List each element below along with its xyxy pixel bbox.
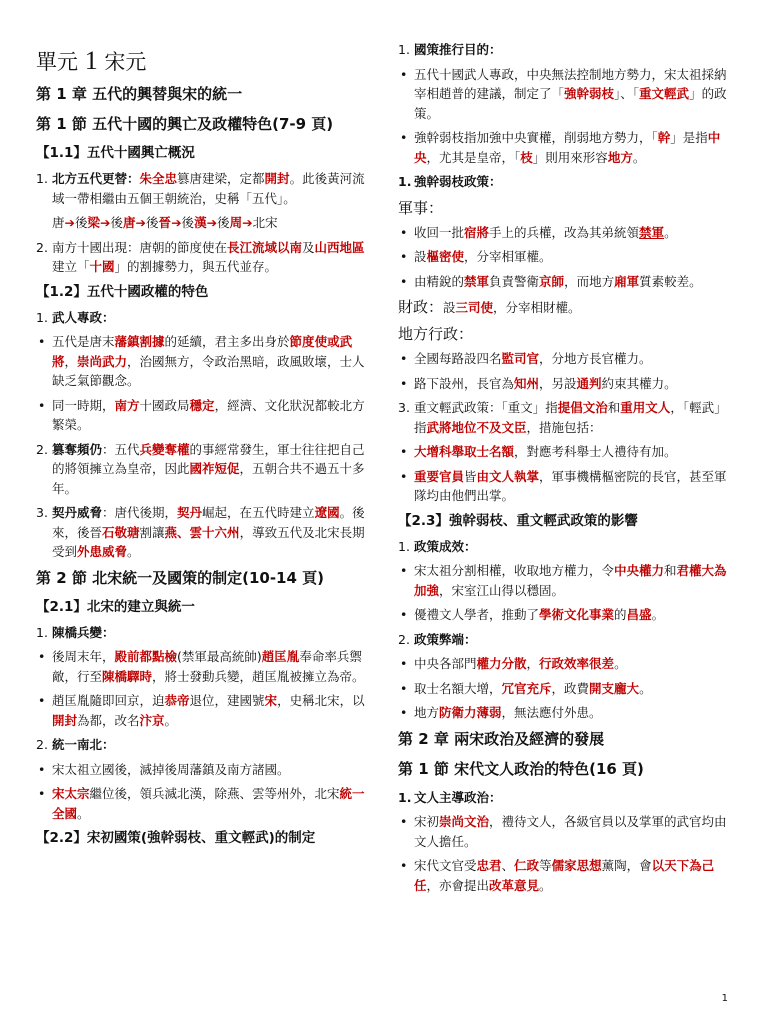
item-heading: 篡奪頻仍: [52, 441, 103, 457]
text: ，宋室江山得以穩固。: [439, 582, 565, 598]
bullet-item: [398, 65, 738, 124]
section-heading: 第 1 節 宋代文人政治的特色(16 頁): [398, 759, 644, 778]
text: 和: [664, 563, 677, 578]
text: 、: [501, 858, 515, 873]
highlight: 穩定: [189, 397, 215, 413]
item-number: 1.: [36, 171, 48, 186]
dynasty: 唐: [52, 215, 65, 230]
text: ，軍事機構樞密院的長官，甚至軍隊均由他們出掌。: [414, 468, 727, 503]
text: ，亦會提出: [426, 877, 490, 893]
highlight: 知州: [514, 375, 540, 391]
category-label: 地方行政：: [398, 325, 474, 343]
text: ，尤其是皇帝，「: [426, 149, 521, 165]
highlight: 崇尚文治: [439, 814, 490, 829]
text: ，導致五代及北宋長期受到: [52, 524, 365, 559]
text: 篡唐建梁，定都: [177, 171, 265, 186]
highlight: 武將: [52, 334, 353, 369]
numbered-item: [36, 735, 372, 755]
text: 崛起，在五代時建立: [202, 505, 315, 520]
subsection-heading: 【1.1】五代十國興亡概況: [36, 145, 195, 161]
text: (禁軍最高統帥): [177, 649, 262, 664]
text: ，史稱北宋，以: [277, 693, 365, 708]
highlight: 樞密使: [426, 249, 465, 264]
text: 皆: [464, 468, 477, 484]
text: ：唐代後期，: [102, 505, 178, 520]
item-number: 1.: [36, 309, 48, 325]
bullet-item: [398, 247, 738, 267]
text: 約束其權力。: [601, 375, 677, 391]
dynasty: 周: [229, 215, 243, 230]
numbered-item: [398, 172, 738, 192]
highlight: 宿將: [464, 224, 490, 240]
dynasty: 北宋: [252, 215, 278, 230]
arrow-icon: ➔: [64, 215, 75, 230]
bullet-item: [398, 467, 738, 506]
highlight: 武將地位不及文臣: [426, 419, 527, 435]
bullet-icon: •: [400, 563, 408, 578]
highlight: 防衛力薄弱: [439, 705, 502, 720]
text: 中央各部門: [414, 656, 477, 671]
text: 為都，改名: [77, 712, 140, 728]
arrow-icon: ➔: [206, 215, 218, 230]
left-column: [36, 40, 372, 854]
text: 取士名額大增，: [414, 680, 502, 696]
text: 五代是唐末: [52, 334, 115, 349]
text: 宋太祖分割相權，收取地方權力，令: [414, 563, 615, 578]
bullet-item: [398, 272, 738, 292]
text: 退位，建國號: [189, 693, 265, 708]
text: 割讓: [139, 524, 165, 540]
subsection-heading: 【2.3】強幹弱枝、重文輕武政策的影響: [398, 512, 638, 529]
bullet-icon: •: [400, 130, 408, 145]
bullet-icon: •: [38, 649, 46, 664]
numbered-item: [36, 308, 372, 328]
text: 。: [164, 712, 178, 728]
text: 繼位後，領兵滅北漢，除燕、雲等州外，北宋: [89, 786, 340, 801]
highlight: 儒家思想: [551, 858, 602, 873]
text: ，政費: [551, 680, 590, 696]
text: 南方十國出現：唐朝的節度使在: [52, 239, 228, 255]
text: 。: [639, 680, 652, 696]
text: 同一時期，: [52, 397, 115, 413]
text: 奉命率兵禦敵，行至: [52, 649, 362, 684]
text: 。: [651, 607, 665, 622]
text: 五代十國武人專政，中央無法控制地方勢力，宋太祖採納宰相趙普的建議，制定了「: [414, 66, 727, 101]
highlight: 長江流域以南: [227, 239, 303, 255]
highlight: 恭帝: [164, 693, 190, 708]
highlight: 開封: [264, 171, 290, 186]
text: ，治國無方，令政治黑暗，政風敗壞，士人缺乏氣節觀念。: [52, 353, 365, 388]
bullet-item: [36, 396, 372, 435]
bullet-item: [36, 760, 372, 780]
item-heading: 政策弊端：: [414, 631, 477, 647]
highlight: 強幹弱枝: [564, 86, 615, 101]
unit-title: [36, 46, 372, 77]
highlight: 石敬瑭: [102, 524, 140, 540]
item-heading: 統一南北：: [52, 737, 115, 752]
highlight: 行政效率很差: [539, 656, 615, 671]
highlight: 重文輕武: [639, 86, 690, 101]
bullet-icon: •: [400, 680, 408, 696]
numbered-item: [398, 40, 738, 60]
item-number: 2.: [36, 441, 48, 457]
highlight: 以天下為己任: [414, 858, 715, 893]
bullet-icon: •: [400, 656, 408, 671]
item-number: 2.: [36, 239, 48, 255]
highlight: 開支龐大: [589, 680, 640, 696]
section-heading: 第 2 節 北宋統一及國策的制定(10-14 頁): [36, 568, 325, 587]
highlight: 使或: [314, 334, 340, 349]
text: 趙匡胤隨即回京，迫: [52, 693, 165, 708]
text: ：五代: [102, 441, 140, 457]
numbered-item: [398, 788, 738, 808]
numbered-item: [398, 630, 738, 650]
category-name: 財政：: [398, 298, 444, 316]
bullet-item: [398, 856, 738, 895]
text: 。: [77, 805, 90, 821]
bullet-icon: •: [400, 375, 408, 391]
bullet-item: [398, 654, 738, 674]
arrow-icon: ➔: [242, 215, 253, 230]
bullet-icon: •: [38, 397, 46, 413]
highlight: 十國: [89, 259, 115, 274]
highlight: 開封: [52, 712, 78, 728]
chapter-heading: 第 1 章 五代的興替與宋的統一: [36, 85, 243, 103]
text: ，而地方: [564, 273, 615, 289]
bullet-icon: •: [400, 66, 408, 82]
text: ，分宰相財權。: [493, 300, 581, 315]
text: ，措施包括：: [526, 419, 602, 435]
highlight: 國祚短促: [189, 461, 240, 476]
item-heading: 武人專政：: [52, 309, 115, 325]
bullet-item: [398, 442, 738, 462]
text: 負責警衛: [489, 273, 540, 289]
bullet-icon: •: [400, 249, 408, 264]
text: 建立「: [52, 259, 90, 274]
text: 地方: [414, 705, 440, 720]
arrow-icon: ➔: [100, 215, 111, 230]
bullet-icon: •: [38, 693, 46, 708]
section-heading: 第 1 節 五代十國的興亡及政權特色(7-9 頁): [36, 115, 334, 133]
text: ，「輕武」指: [414, 400, 727, 435]
text: 等: [539, 858, 552, 873]
item-number: 1.: [398, 538, 410, 554]
text: ，禮待文人，各級官員以及掌軍的武官均由文人擔任。: [414, 814, 727, 849]
highlight: 崇尚武力: [77, 353, 128, 369]
text: 」的割據勢力，與五代並存。: [114, 259, 278, 274]
text: 的事經常發生，軍士往往把自己的將領擁立為皇帝，因此: [52, 441, 365, 476]
highlight: 契丹: [177, 505, 203, 520]
text: 」、「: [614, 86, 640, 101]
text: 的延續，君主多出身於: [164, 334, 290, 349]
highlight: 遼國: [314, 505, 340, 520]
category-label: [398, 296, 738, 319]
text: ，無法應付外患。: [501, 705, 602, 720]
dynasty-prefix: 後: [75, 215, 88, 230]
text: 設: [414, 249, 427, 264]
text: 。: [632, 149, 646, 165]
subsection-heading: 【2.1】北宋的建立與統一: [36, 598, 195, 615]
highlight: 提倡文治: [557, 400, 608, 415]
highlight: 燕、雲十六州: [164, 524, 240, 540]
highlight: 宋太宗: [52, 786, 90, 801]
text: 重文輕武政策：「重文」指: [414, 400, 558, 415]
text: 宋太祖立國後，滅掉後周藩鎮及南方諸國。: [52, 761, 290, 777]
unit-prefix: 單元: [36, 50, 78, 74]
text: ，另設: [539, 375, 577, 391]
arrow-icon: ➔: [171, 215, 182, 230]
highlight: 藩鎮割據: [114, 334, 165, 349]
highlight: 中央權力: [614, 563, 665, 578]
numbered-item: [36, 623, 372, 643]
text: 及: [302, 239, 315, 255]
highlight: 監司官: [501, 351, 540, 366]
highlight: 重要官員: [414, 468, 465, 484]
text: ，分宰相軍權。: [464, 249, 552, 264]
item-heading: 政策成效：: [414, 538, 477, 554]
text: 宋初: [414, 814, 440, 829]
highlight: 兵變奪權: [139, 441, 190, 457]
numbered-item: [36, 169, 372, 208]
text: ，分地方長官權力。: [539, 351, 652, 366]
text: 。後來，後晉: [52, 505, 365, 540]
bullet-item: [36, 647, 372, 686]
highlight: 趙匡胤: [261, 649, 300, 664]
bullet-icon: •: [400, 468, 408, 484]
numbered-item: [36, 503, 372, 562]
bullet-item: [398, 679, 738, 699]
dynasty-prefix: 後: [181, 215, 195, 230]
text: 。: [614, 656, 627, 671]
text: 」則用來形容: [532, 149, 608, 165]
bullet-icon: •: [400, 351, 408, 366]
bullet-item: [398, 605, 738, 625]
bullet-item: [398, 703, 738, 723]
chapter-heading: 第 2 章 兩宋政治及經濟的發展: [398, 729, 605, 748]
highlight: 君權大為加強: [414, 563, 727, 598]
bullet-item: [398, 128, 738, 167]
item-number: 3.: [398, 400, 410, 415]
item-heading: 契丹威脅: [52, 505, 103, 520]
text: 手上的兵權，改為其弟統領: [489, 224, 640, 240]
bullet-icon: •: [38, 761, 46, 777]
highlight: 改革意見: [489, 877, 540, 893]
bullet-icon: •: [400, 607, 408, 622]
text: ，經濟、文化狀況都較北方繁榮。: [52, 397, 365, 432]
text: 由精銳的: [414, 273, 465, 289]
item-heading: 北方五代更替：: [52, 171, 140, 186]
highlight: 禁軍: [639, 224, 665, 240]
text: 收回一批: [414, 224, 465, 240]
bullet-item: [36, 784, 372, 823]
bullet-icon: •: [38, 786, 46, 801]
highlight: 中央: [414, 130, 721, 165]
highlight: 汴京: [139, 712, 165, 728]
highlight: 重用文人: [620, 400, 671, 415]
dynasty: 漢: [194, 215, 207, 230]
highlight: 統一全國: [52, 786, 365, 821]
numbered-item: [36, 238, 372, 277]
item-heading: 文人主導政治：: [414, 789, 502, 805]
text: ，: [526, 656, 540, 671]
highlight: 禁軍: [464, 273, 490, 289]
item-heading: 強幹弱枝政策：: [414, 174, 502, 189]
highlight: 大增科舉取士名額: [414, 444, 515, 459]
highlight: 由文人執掌: [476, 468, 540, 484]
text: 後周末年，: [52, 649, 115, 664]
dynasty: 晉: [158, 215, 172, 230]
text: 和: [607, 400, 621, 415]
highlight: 通判: [576, 375, 602, 391]
text: 薰陶，會: [601, 858, 652, 873]
text: 全國每路設四名: [414, 351, 502, 366]
text: 」的政策。: [414, 86, 727, 121]
category-label: 軍事：: [398, 198, 444, 217]
bullet-icon: •: [400, 273, 408, 289]
dynasty-prefix: 後: [217, 215, 230, 230]
highlight: 昌盛: [626, 607, 652, 622]
bullet-icon: •: [400, 705, 408, 720]
bullet-item: [36, 332, 372, 391]
subsection-heading: 【2.2】宋初國策(強幹弱枝、重文輕武)的制定: [36, 830, 316, 846]
item-heading: 陳橋兵變：: [52, 624, 115, 640]
text: 優禮文人學者，推動了: [414, 607, 540, 622]
item-number: 2.: [398, 631, 410, 647]
bullet-icon: •: [400, 858, 408, 873]
bullet-icon: •: [400, 814, 408, 829]
text: 。: [127, 544, 140, 559]
highlight: 仁政: [514, 858, 540, 873]
highlight: 廂軍: [614, 273, 640, 289]
highlight: 權力分散: [476, 656, 527, 671]
highlight: 冗官充斥: [501, 680, 552, 696]
item-number: 3.: [36, 505, 48, 520]
item-number: 1.: [36, 624, 48, 640]
bullet-item: [398, 812, 738, 851]
right-column: [398, 40, 738, 900]
highlight: 枝: [520, 149, 533, 165]
text: 十國政局: [139, 397, 190, 413]
numbered-item: [398, 398, 738, 437]
text: ，對應考科舉士人禮待有加。: [514, 444, 677, 459]
highlight: 節度: [289, 334, 315, 349]
arrow-icon: ➔: [135, 215, 147, 230]
text: 強幹弱枝指加強中央實權，削弱地方勢力，「: [414, 130, 658, 145]
text: 宋代文官受: [414, 858, 477, 873]
highlight: 陳橋驛時: [102, 668, 153, 684]
highlight: 殿前都點檢: [114, 649, 178, 664]
text: 。此後黃河流域一帶相繼由五個王朝統治，史稱「五代」。: [52, 171, 365, 206]
text: 」是指: [670, 130, 708, 145]
bullet-icon: •: [38, 334, 46, 349]
highlight: 京師: [539, 273, 565, 289]
numbered-item: [398, 537, 738, 557]
unit-number: 1: [84, 46, 98, 75]
text: 設: [443, 300, 456, 315]
bullet-icon: •: [400, 224, 408, 240]
text: ，將士發動兵變，趙匡胤被擁立為帝。: [152, 668, 365, 684]
bullet-icon: •: [400, 444, 408, 459]
highlight: 宋: [264, 693, 278, 708]
bullet-item: [36, 691, 372, 730]
item-number: 1.: [398, 789, 412, 805]
text: ，五朝合共不過五十多年。: [52, 461, 365, 496]
text: 質素較差。: [639, 273, 702, 289]
highlight: 外患威脅: [77, 544, 128, 559]
dynasty-prefix: 後: [146, 215, 159, 230]
text: 。: [664, 224, 677, 240]
highlight: 三司使: [455, 300, 494, 315]
item-number: 1.: [398, 42, 410, 57]
item-heading: 國策推行目的：: [414, 42, 502, 57]
bullet-item: [398, 349, 738, 369]
text: 。: [539, 877, 552, 893]
dynasty-sequence: [36, 213, 372, 233]
dynasty: 梁: [87, 215, 101, 230]
text: 的: [614, 607, 627, 622]
text: 路下設州，長官為: [414, 375, 515, 391]
unit-name: 宋元: [104, 50, 147, 74]
highlight: 朱全忠: [139, 171, 178, 186]
subsection-heading: 【1.2】五代十國政權的特色: [36, 283, 209, 300]
dynasty-prefix: 後: [110, 215, 124, 230]
bullet-item: [398, 561, 738, 600]
highlight: 地方: [607, 149, 633, 165]
numbered-item: [36, 440, 372, 499]
highlight: 學術文化事業: [539, 607, 615, 622]
item-number: 2.: [36, 737, 48, 752]
highlight: 忠君: [476, 858, 502, 873]
bullet-item: [398, 223, 738, 243]
dynasty: 唐: [123, 215, 136, 230]
highlight: 山西地區: [314, 239, 365, 255]
highlight: 南方: [114, 397, 140, 413]
text: ，: [64, 353, 78, 369]
item-number: 1.: [398, 174, 412, 189]
page-number: 1: [721, 993, 728, 1004]
highlight: 幹: [657, 130, 671, 145]
bullet-item: [398, 374, 738, 394]
